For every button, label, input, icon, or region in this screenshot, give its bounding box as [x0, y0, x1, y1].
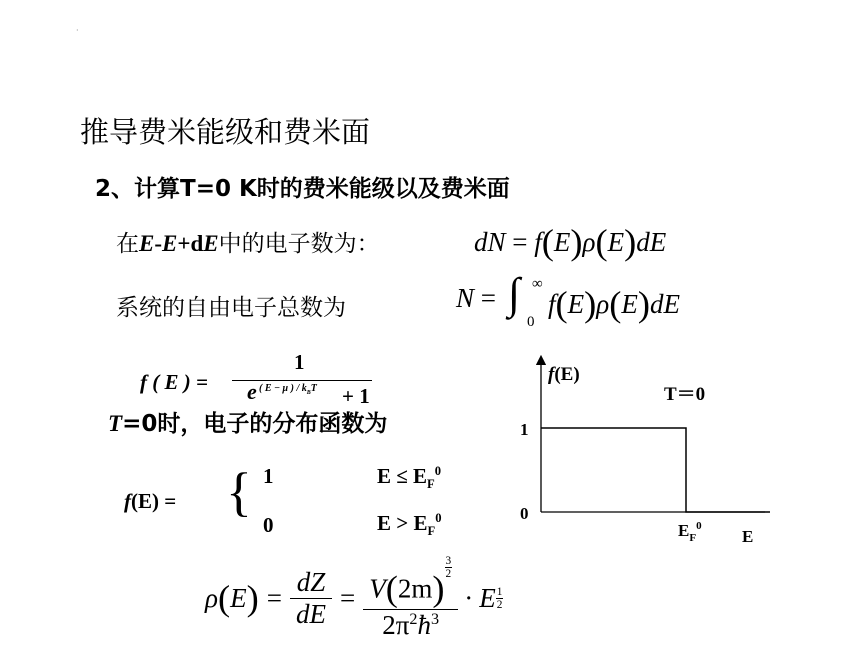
e-symbol: E — [621, 289, 638, 320]
rho-symbol: ρ — [205, 582, 218, 613]
case2-value: 0 — [263, 513, 274, 537]
total-electrons-label: 系统的自由电子总数为 — [116, 295, 346, 321]
fermi-dirac-plus-one: + 1 — [342, 384, 370, 408]
dz-de-fraction: $\frac{dZ}{dE}$ — [290, 567, 332, 630]
dn-symbol: dN — [474, 227, 506, 258]
fermi-step-chart — [500, 350, 770, 550]
case2-condition: $E > E_F^0$ — [377, 511, 442, 539]
integrand: f(E)ρ(E)dE — [548, 284, 681, 324]
corner-dot: · — [76, 26, 79, 35]
e-symbol: E — [567, 289, 585, 320]
rho-symbol: ρ — [596, 289, 610, 320]
var-e: E — [203, 231, 219, 256]
equals: = — [480, 283, 496, 313]
temperature-annotation: T＝0 — [664, 384, 706, 405]
v2m-fraction: V(2m) $\frac{3}{2}$ $2\pi^2ħ^3$ — [363, 555, 458, 641]
piecewise-brace: { — [226, 462, 252, 522]
equals: = — [512, 227, 528, 258]
integral-upper: ∞ — [532, 276, 543, 292]
fermi-dirac-numerator: 1 — [294, 350, 305, 374]
slide-title: 推导费米能级和费米面 — [80, 115, 371, 149]
equals: = — [266, 582, 282, 613]
de-symbol: dE — [650, 289, 681, 320]
electron-count-label — [116, 225, 380, 258]
t-zero-text: =0时，电子的分布函数为 — [122, 411, 388, 437]
equals: = — [339, 582, 356, 613]
e-symbol: E — [553, 227, 571, 258]
y-tick-0: 0 — [520, 504, 529, 523]
y-axis-label: f(E) — [548, 364, 580, 385]
e-symbol: E — [607, 227, 625, 258]
case1-condition: $E \le E_F^0$ — [377, 464, 442, 492]
rho-symbol: ρ — [582, 227, 596, 258]
var-e: E — [139, 231, 155, 256]
density-of-states-formula: ρ ( E ) = $\frac{dZ}{dE}$ = V(2m) $\frac{3}{2}$ $2\pi^2ħ^3$ · E $\frac{1}{2}$ — [205, 554, 503, 641]
fermi-dirac-lhs: f ( E ) = — [140, 370, 208, 394]
step-function-line — [541, 428, 770, 512]
t-zero-label — [108, 405, 387, 438]
slide-subtitle: 2、计算T=0 K时的费米能级以及费米面 — [95, 176, 510, 202]
x-axis-label: E — [742, 527, 754, 546]
var-e: E — [162, 231, 178, 256]
fermi-dirac-e: e — [247, 379, 257, 404]
f-symbol: f — [548, 289, 556, 320]
label-suffix: 中的电子数为： — [218, 231, 380, 257]
de-symbol: dE — [636, 227, 667, 258]
fermi-dirac-exponent: ( E − μ ) / $k_BT$ — [259, 383, 317, 396]
dash: - — [154, 231, 163, 256]
label-prefix: 在 — [116, 231, 139, 257]
f-symbol: f — [534, 227, 542, 258]
integral-lower: 0 — [527, 314, 535, 330]
case1-value: 1 — [263, 464, 274, 488]
fermi-energy-tick: $E_F^0$ — [678, 520, 702, 544]
piecewise-lhs: f(E) = — [124, 489, 177, 513]
n-symbol: N — [456, 283, 475, 313]
y-tick-1: 1 — [520, 420, 529, 439]
t-symbol: T — [108, 411, 123, 436]
dn-formula: dN = f(E)ρ(E)dE — [474, 222, 667, 262]
plus-d: +d — [177, 231, 204, 256]
n-integral-formula — [456, 283, 496, 314]
e-symbol: E — [230, 582, 247, 613]
integral-sign: ∫ — [508, 269, 521, 318]
